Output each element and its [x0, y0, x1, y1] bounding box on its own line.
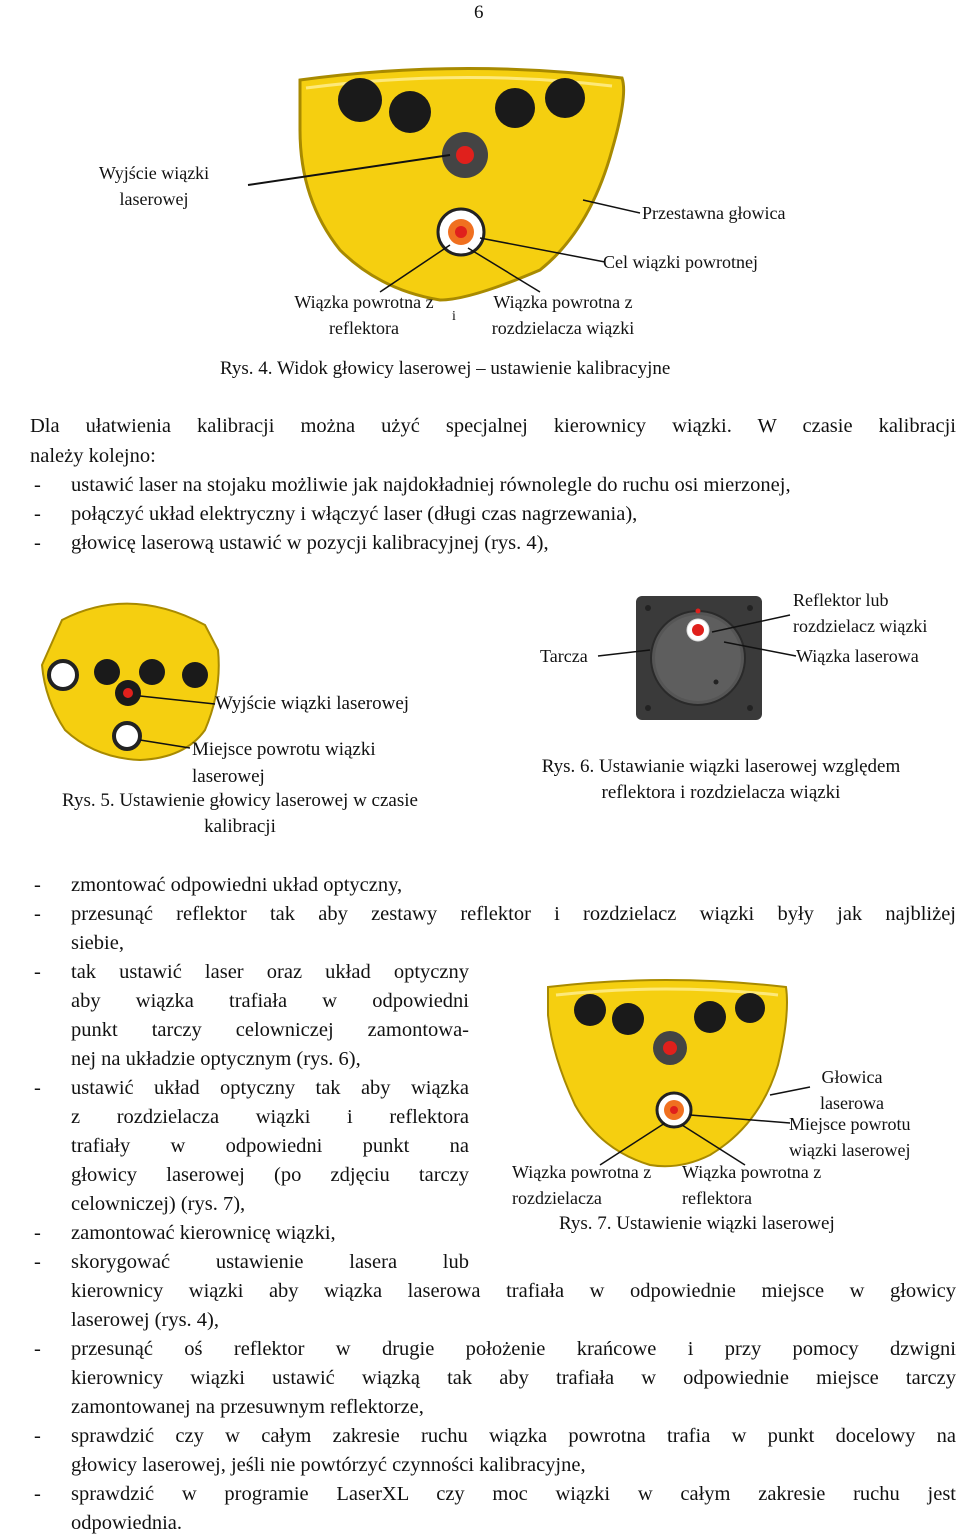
- bullet-dash: -: [34, 1425, 41, 1447]
- step-b-3-line2: aby wiązka trafiała w odpowiedni: [71, 990, 469, 1012]
- bullet-dash: -: [34, 532, 41, 554]
- bullet-dash: -: [34, 903, 41, 925]
- bullet-dash: -: [34, 503, 41, 525]
- step-b-2-line2: siebie,: [71, 932, 124, 954]
- fig4-hole: [389, 91, 431, 133]
- step-b-3-line4: nej na układzie optycznym (rys. 6),: [71, 1048, 361, 1070]
- step-b-4-line1: ustawić układ optyczny tak aby wiązka: [71, 1077, 469, 1099]
- fig4-hole: [545, 78, 585, 118]
- intro-line1: Dla ułatwienia kalibracji można użyć specjalnej kierownicy wiązki. W czasie kalibracji: [30, 415, 956, 437]
- fig4-separator: i: [452, 309, 456, 324]
- intro-line2: należy kolejno:: [30, 445, 156, 467]
- step-b-1: zmontować odpowiedni układ optyczny,: [71, 874, 403, 896]
- bullet-dash: -: [34, 874, 41, 896]
- page-number: 6: [474, 2, 484, 23]
- step-b-6-line1: skorygować ustawienie lasera lub: [71, 1251, 469, 1273]
- step-b-7-line2: kierownicy wiązki ustawić wiązką tak aby trafiała w odpowiednie miejsce tarczy: [71, 1367, 956, 1389]
- fig4-label-return-splitter: Wiązka powrotna z rozdzielacza wiązki: [491, 292, 635, 338]
- bullet-dash: -: [34, 961, 41, 983]
- fig7-hole: [612, 1003, 644, 1035]
- fig6-caption: Rys. 6. Ustawianie wiązki laserowej względem reflektora i rozdzielacza wiązki: [541, 756, 901, 803]
- fig7-hole: [735, 993, 765, 1023]
- fig5-caption: Rys. 5. Ustawienie głowicy laserowej w czasie kalibracji: [62, 790, 418, 837]
- step-b-4-line4: głowicy laserowej (po zdjęciu tarczy: [71, 1164, 469, 1186]
- bullet-dash: -: [34, 1077, 41, 1099]
- bullet-dash: -: [34, 1222, 41, 1244]
- step-b-3-line1: tak ustawić laser oraz układ optyczny: [71, 961, 469, 983]
- fig4-label-return-reflector: Wiązka powrotna z reflektora: [294, 292, 434, 338]
- step-b-7-line1: przesunąć oś reflektor w drugie położenie krańcowe i przy pomocy dzwigni: [71, 1338, 956, 1360]
- fig7-label-return: Miejsce powrotu wiązki laserowej: [789, 1114, 911, 1160]
- step-b-9-line2: odpowiednia.: [71, 1512, 183, 1534]
- step-a-1: ustawić laser na stojaku możliwie jak najdokładniej równolegle do ruchu osi mierzonej,: [71, 474, 791, 496]
- fig4-label-target: Cel wiązki powrotnej: [603, 252, 758, 272]
- step-b-5: zamontować kierownicę wiązki,: [71, 1222, 336, 1244]
- bullet-dash: -: [34, 1251, 41, 1273]
- fig6-label-beam: Wiązka laserowa: [796, 646, 919, 666]
- fig4-hole: [338, 78, 382, 122]
- fig5-label-return: Miejsce powrotu wiązki laserowej: [192, 739, 376, 787]
- fig6-label-reflector: Reflektor lub rozdzielacz wiązki: [793, 590, 928, 636]
- step-b-6-line2: kierownicy wiązki aby wiązka laserowa trafiała w odpowiednie miejsce w głowicy: [71, 1280, 956, 1302]
- step-b-8-line2: głowicy laserowej, jeśli nie powtórzyć czynności kalibracyjne,: [71, 1454, 586, 1476]
- bullet-dash: -: [34, 1483, 41, 1505]
- fig7-label-return-reflector: Wiązka powrotna z reflektora: [682, 1162, 822, 1208]
- fig6-label-target: Tarcza: [540, 646, 588, 666]
- step-b-2-line1: przesunąć reflektor tak aby zestawy reflektor i rozdzielacz wiązki były jak najbliżej: [71, 903, 956, 925]
- step-b-8-line1: sprawdzić czy w całym zakresie ruchu wiązka powrotna trafia w punkt docelowy na: [71, 1425, 956, 1447]
- fig7-caption: Rys. 7. Ustawienie wiązki laserowej: [559, 1213, 835, 1234]
- step-b-9-line1: sprawdzić w programie LaserXL czy moc wiązki w całym zakresie ruchu jest: [71, 1483, 956, 1505]
- step-b-4-line3: trafiały w odpowiedni punkt na: [71, 1135, 469, 1157]
- step-b-4-line2: z rozdzielacza wiązki i reflektora: [71, 1106, 469, 1128]
- step-b-4-line5: celowniczej) (rys. 7),: [71, 1193, 246, 1215]
- fig4-caption: Rys. 4. Widok głowicy laserowej – ustawienie kalibracyjne: [220, 358, 671, 379]
- step-b-7-line3: zamontowanej na przesuwnym reflektorze,: [71, 1396, 424, 1418]
- fig7-label-head: Głowica laserowa: [820, 1067, 884, 1113]
- fig4-hole: [495, 88, 535, 128]
- bullet-dash: -: [34, 1338, 41, 1360]
- bullet-dash: -: [34, 474, 41, 496]
- fig7-label-return-splitter: Wiązka powrotna z rozdzielacza: [512, 1162, 652, 1208]
- fig7-hole: [574, 994, 606, 1026]
- step-a-2: połączyć układ elektryczny i włączyć laser (długi czas nagrzewania),: [71, 503, 638, 525]
- step-a-3: głowicę laserową ustawić w pozycji kalibracyjnej (rys. 4),: [71, 532, 549, 554]
- fig7-hole: [694, 1001, 726, 1033]
- fig5-label-output: Wyjście wiązki laserowej: [215, 693, 410, 714]
- fig4-label-output: Wyjście wiązki laserowej: [98, 163, 210, 209]
- step-b-6-line3: laserowej (rys. 4),: [71, 1309, 220, 1331]
- step-b-3-line3: punkt tarczy celowniczej zamontowa-: [71, 1019, 469, 1041]
- fig4-label-head: Przestawna głowica: [642, 203, 786, 223]
